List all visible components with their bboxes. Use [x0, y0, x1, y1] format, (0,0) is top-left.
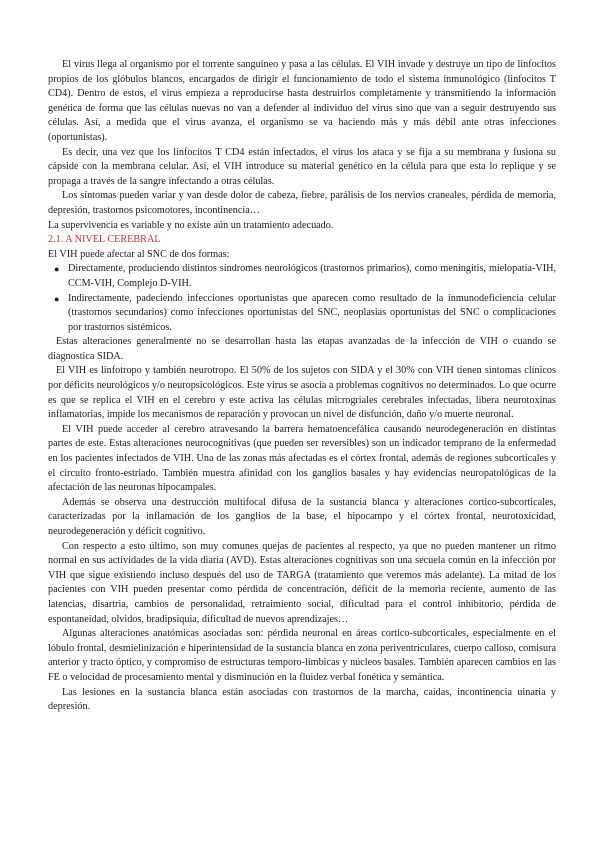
paragraph-white-matter-destruction: Además se observa una destrucción multifocal difusa de la sustancia blanca y alteraciones cortico-subcorticales, caracterizadas por la inflamación de los ganglios de la base, el hipocampo y el córtex frontal, neurotoxicidad, neurodegeneración y déficit cognitivo.: [48, 496, 556, 537]
paragraph-neurotropo: El VIH es linfotropo y también neurotropo. El 50% de los sujetos con SIDA y el 30% con VIH tienen síntomas clínicos por déficits neurológicos y/o neuropsicológicos. Este virus se asocia a problemas cognitivos no determinados. Lo que ocurre es que se replica el VIH en el cerebro y este activa las células microgriales cerebrales infectadas, libera neurotoxinas inflamatorias, impide los mecanismos de reparación y provocan un nivel de disfunción, daño y/o muerte neuronal.: [48, 365, 556, 421]
list-item: [54, 262, 556, 291]
paragraph-blood-brain-barrier: El VIH puede acceder al cerebro atravesando la barrera hematoencefálica causando neurodegeneración en distintas partes de este. Estas alteraciones neurocognitivas (que pueden ser reversibles) son un indicador temprano de la enfermedad en los pacientes infectados de VIH. Una de las zonas más afectadas es el córtex frontal, además de regiones subcorticales y el circuito fronto-estriado. También muestra afinidad con los ganglios basales y hay evidencias neuropatológicas de la afectación de las neuronas hipocampales.: [48, 423, 556, 494]
paragraph-anatomical-alterations: Algunas alteraciones anatómicas asociadas son: pérdida neuronal en áreas cortico-subcorticales, especialmente en el lóbulo frontal, desmielinización e hiperintensidad de la sustancia blanca en zona periventriculares, cuerpo calloso, comisura anterior y tracto óptico, y compromiso de estructuras temporo-límbicas y núcleos basales. También aparecen cambios en las FE o velocidad de procesamiento mental y disminución en la fluidez verbal fonética y semántica.: [48, 628, 556, 683]
bullet-icon: ●: [54, 264, 60, 275]
list-item: [54, 292, 556, 336]
paragraph-symptoms: Los síntomas pueden variar y van desde dolor de cabeza, fiebre, parálisis de los nervios craneales, pérdida de memoria, depresión, trastornos psicomotores, incontinencia…: [48, 190, 556, 216]
bullet-list: [48, 262, 556, 335]
paragraph-virus-entry: El virus llega al organismo por el torrente sanguíneo y pasa a las células. El VIH invade y destruye un tipo de linfocitos propios de los glóbulos blancos, encargados de dirigir el funcionamiento de todo el sistema inmunológico (linfocitos T CD4). Dentro de estos, el virus empieza a reproducirse hasta destruirlos completamente y transmitiendo la información genética de forma que las células nuevas no van a defender al individuo del virus sino que van a seguir destruyendo sus células. Así, a medida que el virus avanza, el organismo se va haciendo más y más débil ante otras infecciones (oportunistas).: [48, 59, 556, 143]
list-item-text: Directamente, produciendo distintos síndromes neurológicos (trastornos primarios), como meningitis, mielopatía-VIH, CCM-VIH, Complejo D-VIH.: [68, 263, 556, 289]
paragraph-cognitive-complaints: Con respecto a esto último, son muy comunes quejas de pacientes al respecto, ya que no pueden mantener un ritmo normal en sus actividades de la vida diaria (AVD). Estas alteraciones cognitivas son una secuela común en la infección por VIH que sigue existiendo incluso después del uso de TARGA (tratamiento que veremos más adelante). La mitad de los pacientes con VIH pueden presentar como pérdida de concentración, déficit de la memoria reciente, aumento de las latencias, disartria, cambios de personalidad, retraimiento social, dificultad para el control inhibitorio, pérdida de espontaneidad, olvidos, bradipsiquia, dificultad de nuevos aprendizajes…: [48, 540, 556, 625]
section-heading: 2.1. A NIVEL CEREBRAL: [48, 234, 161, 246]
bullet-icon: ●: [54, 293, 60, 304]
paragraph-cd4-infection: Es decir, una vez que los linfocitos T CD4 están infectados, el virus los ataca y se fija a su membrana y fusiona su cápside con la membrana celular. Así, el VIH introduce su material genético en la célula para que esta lo replique y se propaga a través de la sangre infectando a otras células.: [48, 146, 556, 187]
paragraph-snc-forms: El VIH puede afectar al SNC de dos formas:: [48, 248, 230, 260]
paragraph-white-matter-lesions: Las lesiones en la sustancia blanca están asociadas con trastornos de la marcha, caídas, incontinencia uinaria y depresión.: [48, 686, 556, 713]
paragraph-survival: La supervivencia es variable y no existe aún un tratamiento adecuado.: [48, 219, 334, 231]
list-item-text: Indirectamente, padeciendo infecciones oportunistas que aparecen como resultado de la inmunodeficiencia celular (trastornos secundarios) como infecciones oportunistas del SNC, neoplasias oportunistas del SNC o complicaciones por trastornos sistémicos.: [68, 292, 556, 333]
paragraph-advanced-stages: Estas alteraciones generalmente no se desarrollan hasta las etapas avanzadas de la infección de VIH o cuando se diagnostica SIDA.: [48, 336, 556, 362]
